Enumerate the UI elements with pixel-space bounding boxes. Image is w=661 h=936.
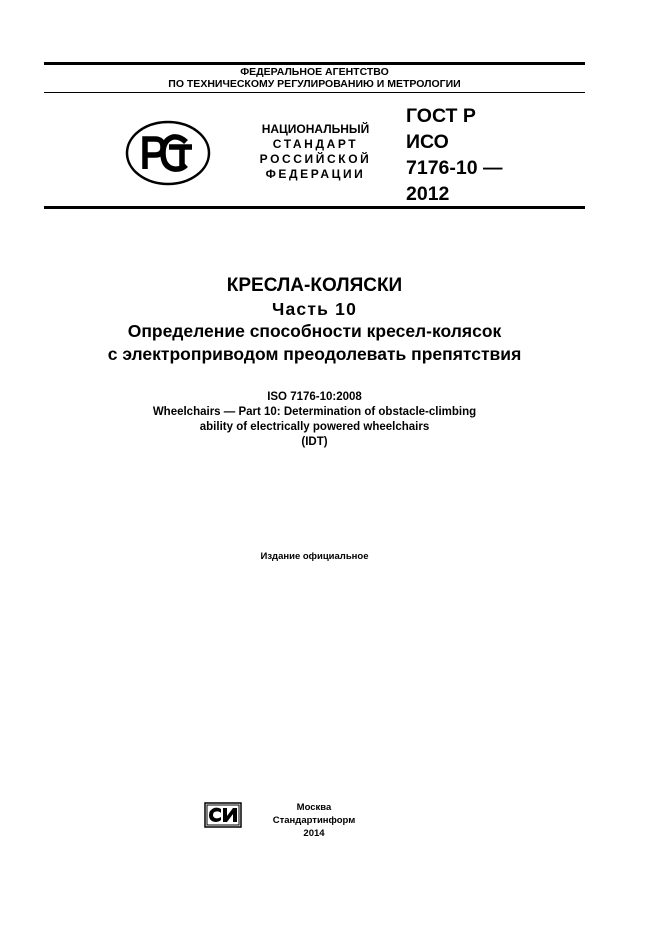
bottom-rule: [44, 206, 585, 209]
national-standard-line: НАЦИОНАЛЬНЫЙ: [261, 122, 370, 136]
document-subtitle-line-2: с электроприводом преодолевать препятствия: [107, 344, 522, 364]
rst-logo: [125, 120, 211, 186]
national-standard-line: РОССИЙСКОЙ: [259, 152, 372, 166]
publisher-city: Москва: [296, 802, 332, 813]
national-standard-label: [228, 122, 403, 182]
standard-designation: [406, 103, 502, 207]
publisher-block: [258, 801, 370, 840]
document-part: Часть 10: [271, 299, 358, 319]
agency-rule: [44, 92, 585, 93]
document-title: КРЕСЛА-КОЛЯСКИ: [226, 275, 403, 296]
iso-english-title-line-1: Wheelchairs — Part 10: Determination of obstacle-climbing: [152, 406, 477, 418]
agency-name-line-1: ФЕДЕРАЛЬНОЕ АГЕНТСТВО: [240, 66, 389, 78]
national-standard-line: ФЕДЕРАЦИИ: [265, 167, 366, 181]
publisher-name: Стандартинформ: [272, 815, 356, 826]
document-subtitle-line-1: Определение способности кресел-колясок: [127, 321, 502, 341]
edition-note: Издание официальное: [260, 551, 369, 562]
agency-name-line-2: ПО ТЕХНИЧЕСКОМУ РЕГУЛИРОВАНИЮ И МЕТРОЛОГИИ: [168, 78, 461, 90]
designation-line: ИСО: [406, 131, 449, 153]
designation-line: 2012: [406, 183, 450, 205]
iso-identity-marker: (IDT): [301, 436, 328, 448]
iso-english-title-line-2: ability of electrically powered wheelchairs: [199, 421, 430, 433]
iso-number: ISO 7176-10:2008: [267, 391, 362, 403]
publication-year: 2014: [303, 828, 325, 839]
national-standard-line: СТАНДАРТ: [272, 137, 359, 151]
designation-line: 7176-10 —: [406, 157, 503, 179]
standartinform-logo: [204, 802, 242, 828]
top-rule: [44, 62, 585, 65]
designation-line: ГОСТ Р: [406, 105, 476, 127]
